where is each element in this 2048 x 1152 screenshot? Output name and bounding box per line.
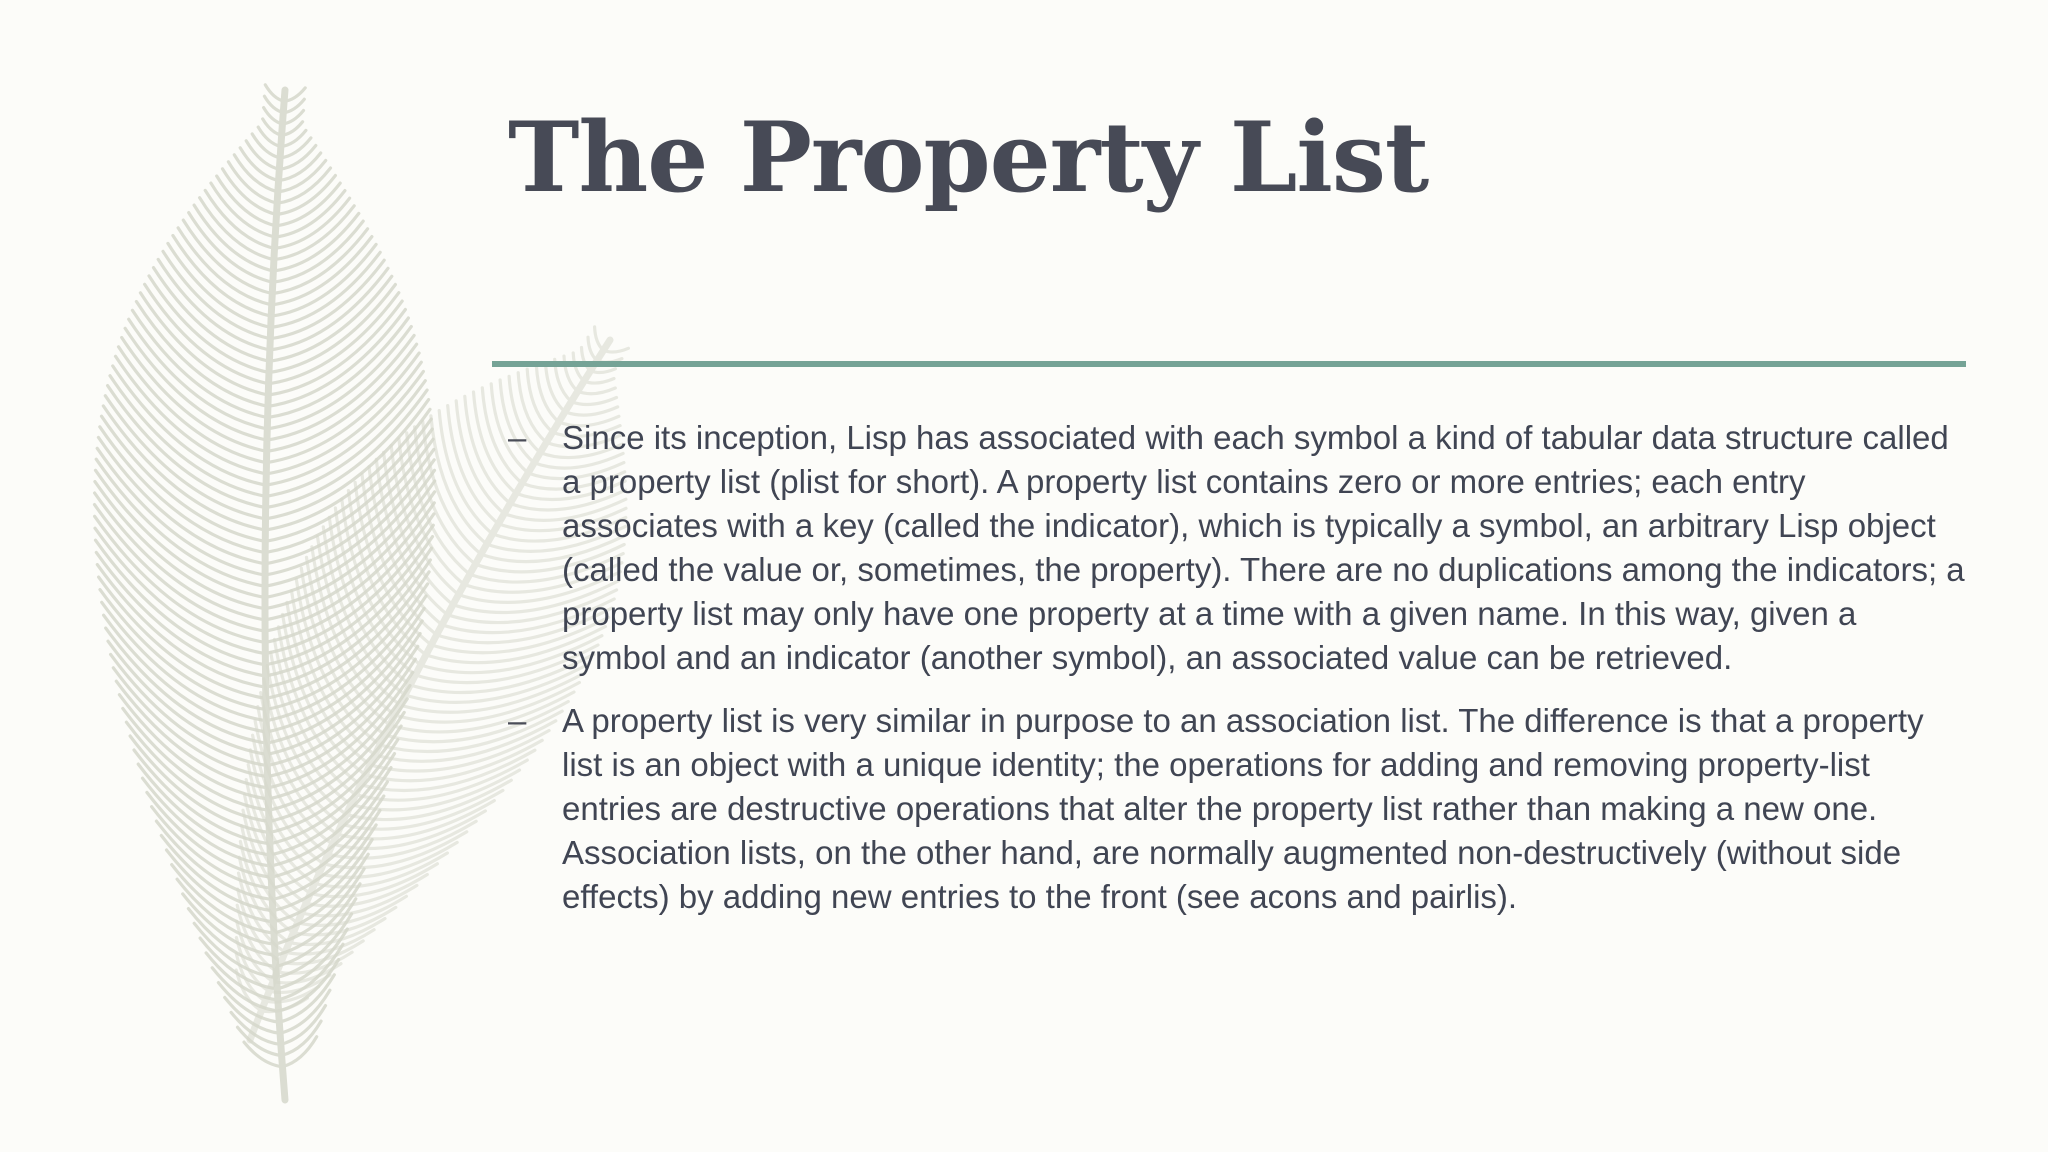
title-divider [492, 361, 1966, 367]
slide-title: The Property List [508, 101, 1429, 214]
dash-bullet: – [508, 419, 527, 456]
bullet-list [508, 416, 1968, 938]
bullet-text: A property list is very similar in purpose to an association list. The difference is that a property list is an object with a unique identity; the operations for adding and removing property-list entries are destructive operations that alter the property list rather than making a new one. Association lists, on the other hand, are normally augmented non-destructively (without side effects) by adding new entries to the front (see acons and pairlis). [562, 702, 1924, 915]
dash-bullet: – [508, 702, 527, 739]
bullet-item [508, 416, 1968, 680]
bullet-item [508, 699, 1968, 919]
bullet-text: Since its inception, Lisp has associated with each symbol a kind of tabular data structure called a property list (plist for short). A property list contains zero or more entries; each entry associates with a key (called the indicator), which is typically a symbol, an arbitrary Lisp object (called the value or, sometimes, the property). There are no duplications among the indicators; a property list may only have one property at a time with a given name. In this way, given a symbol and an indicator (another symbol), an associated value can be retrieved. [562, 419, 1965, 676]
